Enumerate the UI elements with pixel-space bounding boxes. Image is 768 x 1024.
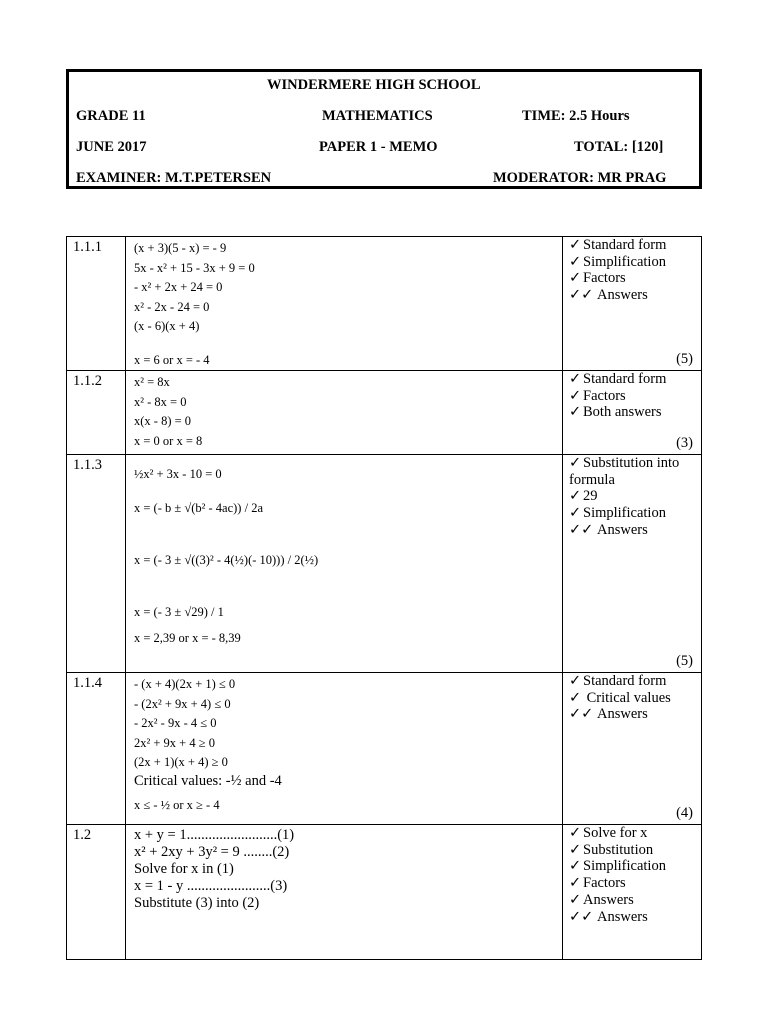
double-check-icon: ✓✓ — [569, 706, 594, 723]
examiner-label: EXAMINER: M.T.PETERSEN — [76, 170, 272, 186]
solution-line: - (x + 4)(2x + 1) ≤ 0 — [134, 677, 236, 691]
date-label: JUNE 2017 — [76, 139, 147, 155]
double-check-icon: ✓✓ — [569, 521, 594, 538]
solution-cell — [126, 371, 563, 455]
check-icon: ✓ — [569, 237, 582, 253]
solution-cell — [126, 673, 563, 825]
total-label: TOTAL: [120] — [574, 139, 664, 155]
criterion: ✓ Standard form — [569, 371, 667, 387]
criterion: ✓ 29 — [569, 488, 598, 505]
criterion: ✓✓ Answers — [569, 706, 648, 723]
criterion: ✓ Simplification — [569, 858, 666, 875]
criterion: ✓ Simplification — [569, 253, 666, 270]
mark-allocation-cell — [563, 825, 702, 960]
check-icon: ✓ — [569, 371, 582, 387]
check-icon: ✓ — [569, 455, 582, 471]
solution-line: x² - 2x - 24 = 0 — [134, 299, 210, 314]
solution-line: Substitute (3) into (2) — [134, 895, 260, 911]
criterion: ✓✓ Answers — [569, 908, 648, 925]
moderator-label: MODERATOR: MR PRAG — [493, 170, 667, 186]
solution-answer: x = 0 or x = 8 — [134, 433, 203, 448]
question-number: 1.1.2 — [73, 373, 102, 389]
question-row-1-1-1 — [67, 237, 702, 371]
check-icon: ✓ — [569, 891, 582, 908]
marks-total: (5) — [676, 351, 693, 367]
mark-allocation-cell — [563, 371, 702, 455]
paper-label: PAPER 1 - MEMO — [319, 139, 438, 155]
solution-line: (x - 6)(x + 4) — [134, 319, 200, 333]
check-icon: ✓ — [569, 673, 582, 689]
solution-line: x² + 2xy + 3y² = 9 ........(2) — [134, 844, 290, 860]
criterion: ✓ Standard form — [569, 673, 667, 689]
solution-line: (2x + 1)(x + 4) ≥ 0 — [134, 755, 228, 769]
solution-line: x(x - 8) = 0 — [134, 414, 192, 428]
subject-label: MATHEMATICS — [322, 108, 433, 124]
criterion: ✓ Substitution into formula — [569, 455, 680, 488]
double-check-icon: ✓✓ — [569, 287, 594, 304]
criterion: ✓ Answers — [569, 891, 634, 908]
criterion: ✓ Substitution — [569, 841, 654, 858]
check-icon: ✓ — [569, 858, 582, 875]
question-row-1-2 — [67, 825, 702, 960]
question-number: 1.1.3 — [73, 457, 102, 473]
criterion: ✓ Factors — [569, 875, 626, 892]
question-row-1-1-4 — [67, 673, 702, 825]
solution-line: - x² + 2x + 24 = 0 — [134, 280, 223, 294]
criterion: ✓ Factors — [569, 387, 626, 404]
mark-allocation-cell — [563, 455, 702, 673]
solution-line: x² = 8x — [134, 375, 170, 389]
criterion: ✓✓ Answers — [569, 521, 648, 538]
solution-cell — [126, 825, 563, 960]
question-row-1-1-3 — [67, 455, 702, 673]
check-icon: ✓ — [569, 270, 582, 287]
mark-allocation-cell — [563, 673, 702, 825]
criterion: ✓ Both answers — [569, 404, 662, 421]
solution-line: x² - 8x = 0 — [134, 394, 187, 409]
check-icon: ✓ — [569, 404, 582, 421]
question-number: 1.1.1 — [73, 239, 102, 255]
solution-line: ½x² + 3x - 10 = 0 — [134, 467, 222, 481]
question-number: 1.1.4 — [73, 675, 102, 691]
solution-line: 5x - x² + 15 - 3x + 9 = 0 — [134, 260, 255, 275]
mark-allocation-cell — [563, 237, 702, 371]
solution-cell — [126, 237, 563, 371]
check-icon: ✓ — [569, 841, 582, 858]
solution-line: x = (- 3 ± √29) / 1 — [134, 605, 224, 619]
check-icon: ✓ — [569, 825, 582, 841]
critical-values-text: Critical values: -½ and -4 — [134, 772, 282, 789]
solution-line: x = 1 - y .......................(3) — [134, 878, 288, 894]
solution-line: x = (- 3 ± √((3)² - 4(½)(- 10))) / 2(½) — [134, 553, 319, 567]
check-icon: ✓ — [569, 875, 582, 892]
solution-line: - 2x² - 9x - 4 ≤ 0 — [134, 716, 217, 730]
check-icon: ✓ — [569, 505, 582, 522]
grade-label: GRADE 11 — [76, 108, 146, 124]
solution-answer: x = 6 or x = - 4 — [134, 352, 210, 367]
criterion: ✓ Standard form — [569, 237, 667, 253]
solution-answer: x ≤ - ½ or x ≥ - 4 — [134, 797, 220, 812]
solution-line: x + y = 1.........................(1) — [134, 827, 295, 843]
solution-answer: x = 2,39 or x = - 8,39 — [134, 631, 241, 645]
marks-total: (5) — [676, 653, 693, 669]
time-label: TIME: 2.5 Hours — [522, 108, 630, 124]
solution-line: x = (- b ± √(b² - 4ac)) / 2a — [134, 501, 263, 515]
criterion: ✓ Simplification — [569, 505, 666, 522]
solution-line: 2x² + 9x + 4 ≥ 0 — [134, 735, 215, 750]
check-icon: ✓ — [569, 488, 582, 505]
solution-line: Solve for x in (1) — [134, 861, 234, 877]
solution-cell — [126, 455, 563, 673]
solution-line: (x + 3)(5 - x) = - 9 — [134, 241, 227, 255]
school-name: WINDERMERE HIGH SCHOOL — [267, 77, 481, 93]
criterion: ✓✓ Answers — [569, 287, 648, 304]
criterion: ✓ Factors — [569, 270, 626, 287]
criterion: ✓ Critical values — [569, 689, 671, 706]
marks-total: (4) — [676, 805, 693, 821]
solution-line: - (2x² + 9x + 4) ≤ 0 — [134, 696, 231, 711]
criterion: ✓ Solve for x — [569, 825, 648, 841]
memo-table — [66, 236, 702, 960]
question-row-1-1-2 — [67, 371, 702, 455]
marks-total: (3) — [676, 435, 693, 451]
check-icon: ✓ — [569, 387, 582, 404]
question-number: 1.2 — [73, 827, 92, 843]
exam-header-box — [66, 69, 702, 189]
check-icon: ✓ — [569, 253, 582, 270]
double-check-icon: ✓✓ — [569, 908, 594, 925]
check-icon: ✓ — [569, 689, 582, 706]
